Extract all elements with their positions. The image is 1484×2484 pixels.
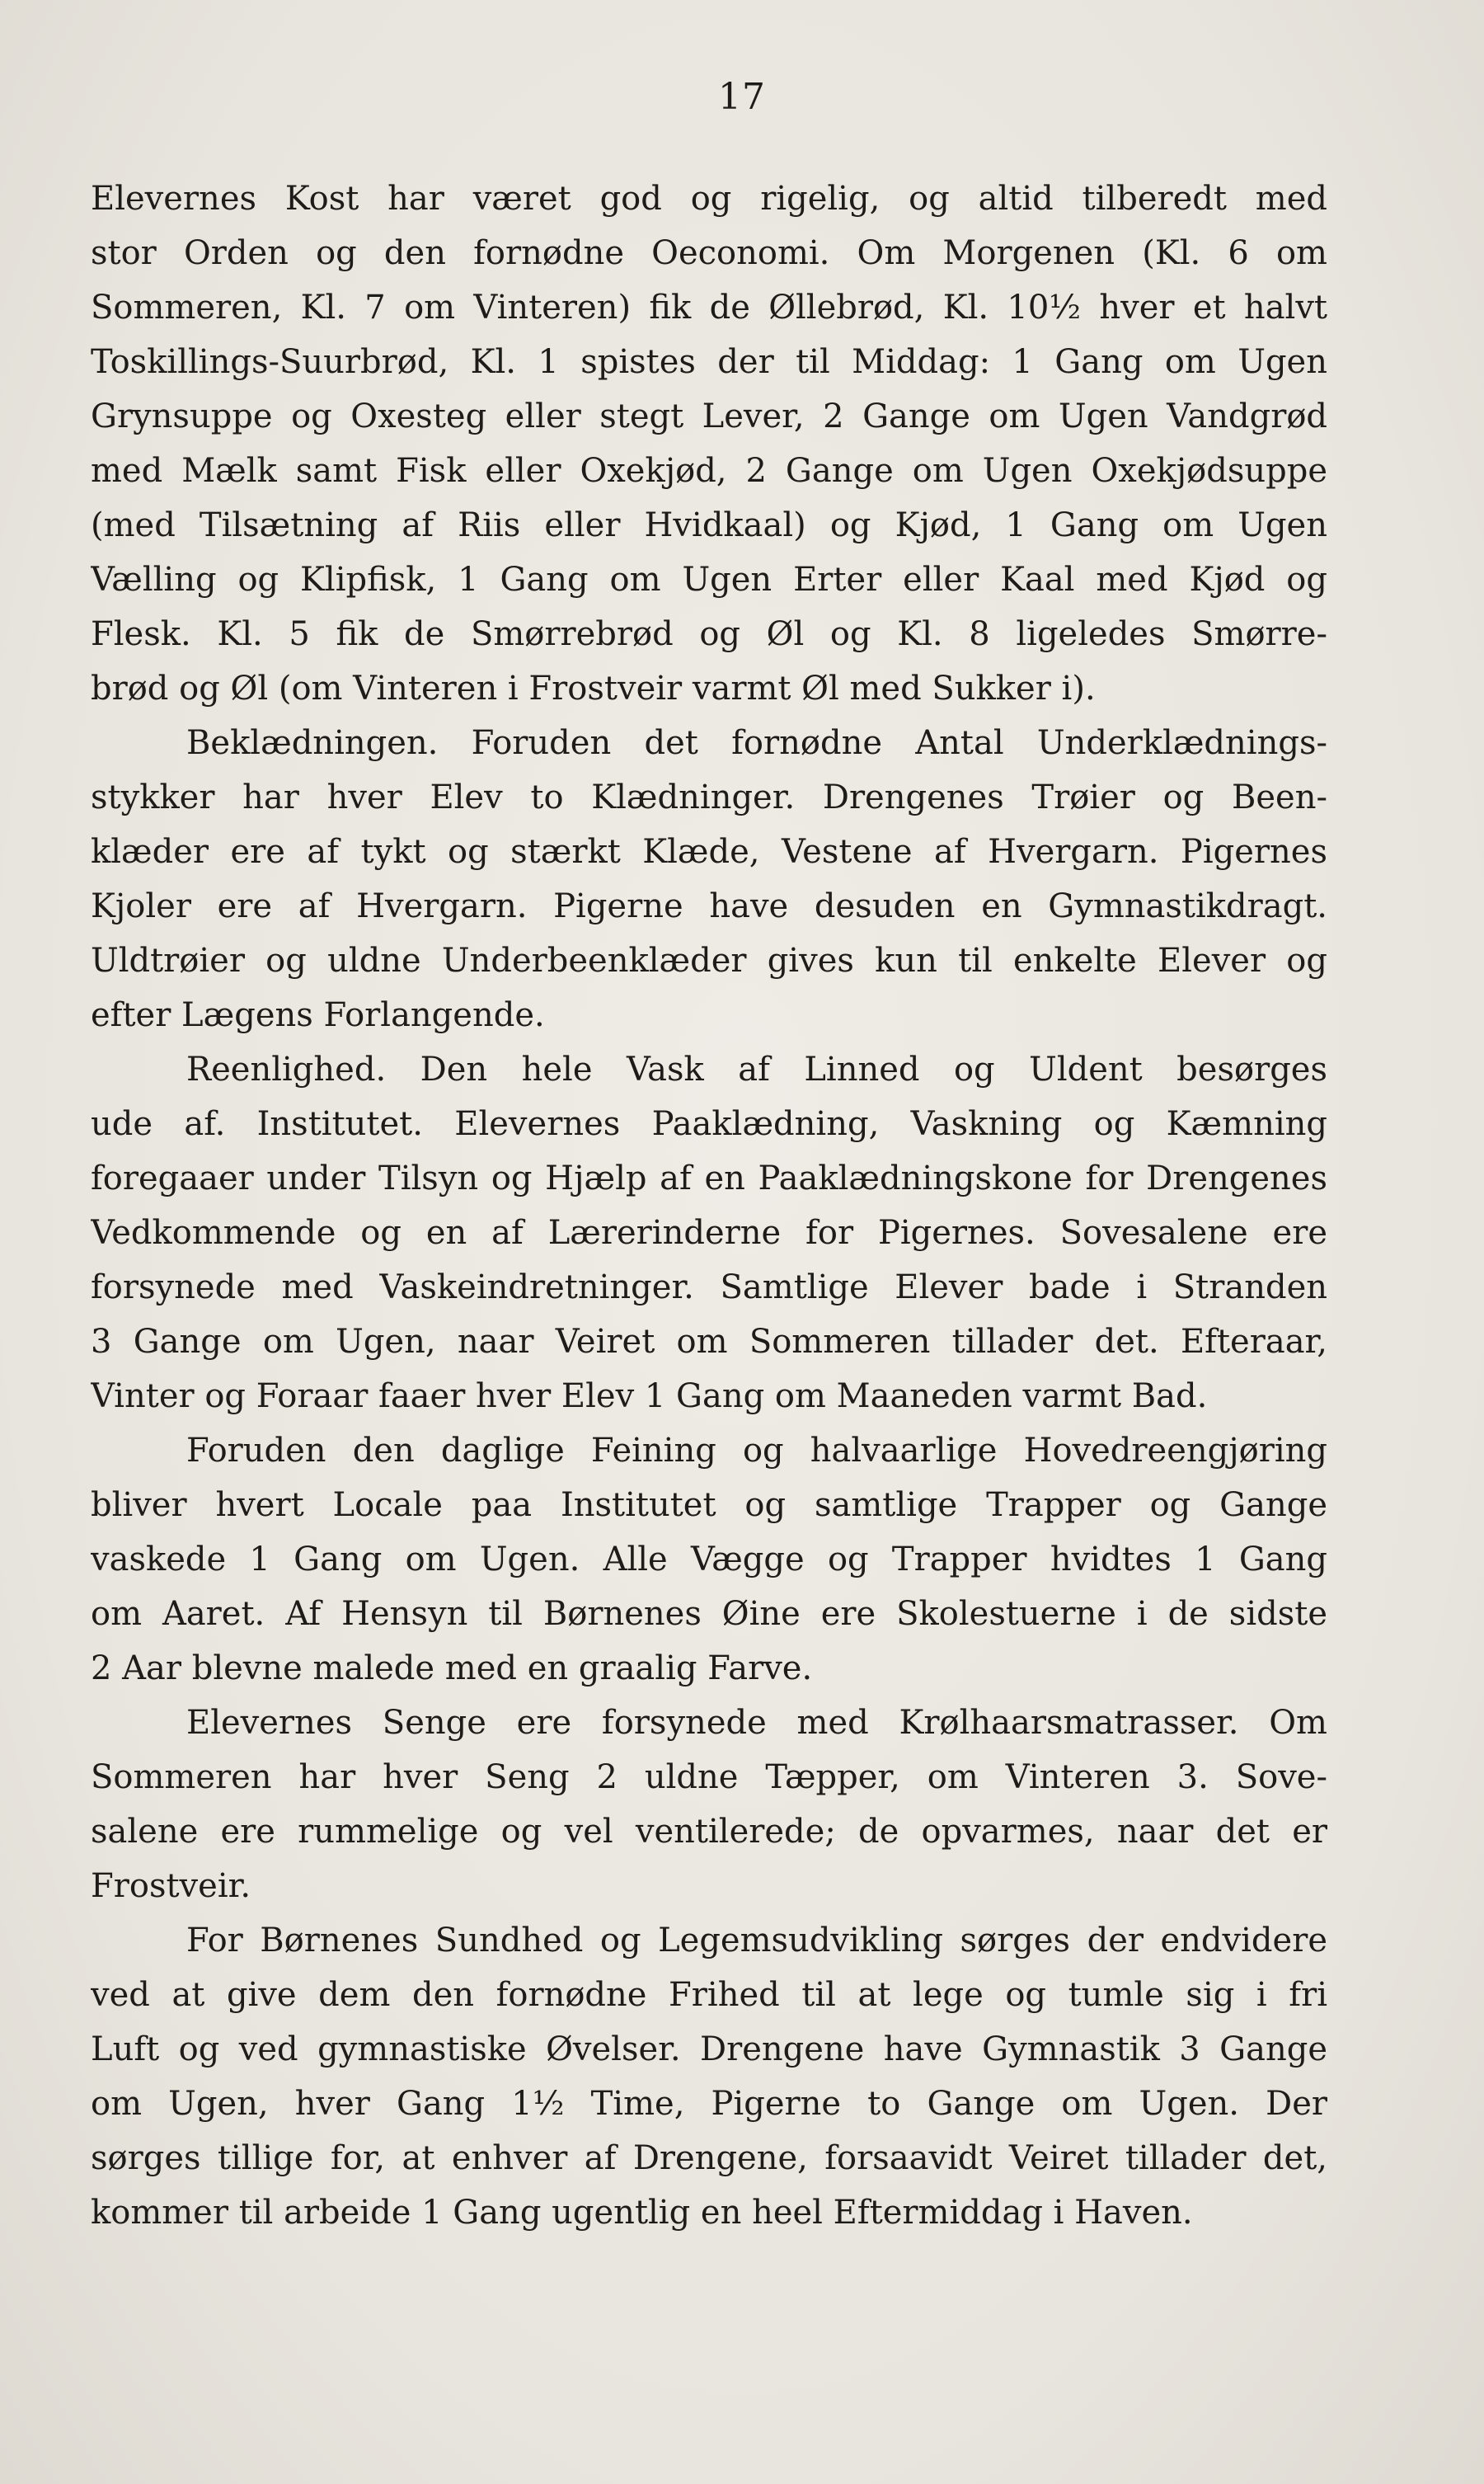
- text-line: Beklædningen. Foruden det fornødne Antal Underklædnings-: [186, 724, 1327, 762]
- text-line: Sommeren, Kl. 7 om Vinteren) fik de Øllebrød, Kl. 10½ hver et halvt: [91, 289, 1327, 327]
- text-line: Foruden den daglige Feining og halvaarlige Hovedreengjøring: [186, 1432, 1327, 1470]
- text-line: Frostveir.: [91, 1867, 251, 1905]
- text-line: brød og Øl (om Vinteren i Frostveir varmt Øl med Sukker i).: [91, 670, 1096, 708]
- text-line: Vælling og Klipfisk, 1 Gang om Ugen Erter eller Kaal med Kjød og: [91, 561, 1327, 599]
- text-line: Toskillings-Suurbrød, Kl. 1 spistes der til Middag: 1 Gang om Ugen: [91, 343, 1327, 381]
- text-line: om Aaret. Af Hensyn til Børnenes Øine ere Skolestuerne i de sidste: [91, 1595, 1327, 1633]
- text-line: stykker har hver Elev to Klædninger. Drengenes Trøier og Been-: [91, 779, 1327, 816]
- text-line: Luft og ved gymnastiske Øvelser. Drengene have Gymnastik 3 Gange: [91, 2030, 1327, 2068]
- text-line: Flesk. Kl. 5 fik de Smørrebrød og Øl og Kl. 8 ligeledes Smørre-: [91, 615, 1327, 653]
- text-line: salene ere rummelige og vel ventilerede; de opvarmes, naar det er: [91, 1813, 1327, 1851]
- text-line: bliver hvert Locale paa Institutet og samtlige Trapper og Gange: [91, 1486, 1327, 1524]
- text-line: klæder ere af tykt og stærkt Klæde, Vestene af Hvergarn. Pigernes: [91, 833, 1327, 871]
- text-line: efter Lægens Forlangende.: [91, 996, 545, 1034]
- text-line: Vinter og Foraar faaer hver Elev 1 Gang om Maaneden varmt Bad.: [91, 1377, 1208, 1415]
- text-line: om Ugen, hver Gang 1½ Time, Pigerne to Gange om Ugen. Der: [91, 2085, 1327, 2123]
- text-line: 2 Aar blevne malede med en graalig Farve.: [91, 1649, 813, 1687]
- text-line: Elevernes Senge ere forsynede med Krølhaarsmatrasser. Om: [186, 1704, 1327, 1742]
- text-line: Uldtrøier og uldne Underbeenklæder gives kun til enkelte Elever og: [91, 942, 1327, 980]
- text-line: ved at give dem den fornødne Frihed til at lege og tumle sig i fri: [91, 1976, 1327, 2014]
- page-number: 17: [718, 76, 766, 118]
- text-line: For Børnenes Sundhed og Legemsudvikling sørges der endvidere: [186, 1922, 1327, 1959]
- text-line: forsynede med Vaskeindretninger. Samtlige Elever bade i Stranden: [91, 1268, 1327, 1306]
- text-line: med Mælk samt Fisk eller Oxekjød, 2 Gange om Ugen Oxekjødsuppe: [91, 452, 1327, 490]
- text-line: stor Orden og den fornødne Oeconomi. Om Morgenen (Kl. 6 om: [91, 234, 1327, 272]
- text-line: ude af. Institutet. Elevernes Paaklædning, Vaskning og Kæmning: [91, 1105, 1327, 1143]
- text-line: Reenlighed. Den hele Vask af Linned og Uldent besørges: [186, 1051, 1327, 1089]
- text-line: Sommeren har hver Seng 2 uldne Tæpper, om Vinteren 3. Sove-: [91, 1758, 1327, 1796]
- text-line: foregaaer under Tilsyn og Hjælp af en Paaklædningskone for Drengenes: [91, 1160, 1327, 1197]
- text-line: Grynsuppe og Oxesteg eller stegt Lever, 2 Gange om Ugen Vandgrød: [91, 398, 1327, 435]
- text-line: vaskede 1 Gang om Ugen. Alle Vægge og Trapper hvidtes 1 Gang: [91, 1541, 1327, 1578]
- text-line: (med Tilsætning af Riis eller Hvidkaal) og Kjød, 1 Gang om Ugen: [91, 506, 1327, 544]
- body-text: [91, 172, 1327, 2240]
- text-line: sørges tillige for, at enhver af Drengene, forsaavidt Veiret tillader det,: [91, 2139, 1327, 2177]
- text-line: kommer til arbeide 1 Gang ugentlig en heel Eftermiddag i Haven.: [91, 2194, 1193, 2232]
- text-line: Elevernes Kost har været god og rigelig, og altid tilberedt med: [91, 180, 1327, 218]
- text-line: Vedkommende og en af Lærerinderne for Pigernes. Sovesalene ere: [91, 1214, 1327, 1252]
- text-line: 3 Gange om Ugen, naar Veiret om Sommeren tillader det. Efteraar,: [91, 1323, 1327, 1361]
- text-line: Kjoler ere af Hvergarn. Pigerne have desuden en Gymnastikdragt.: [91, 887, 1327, 925]
